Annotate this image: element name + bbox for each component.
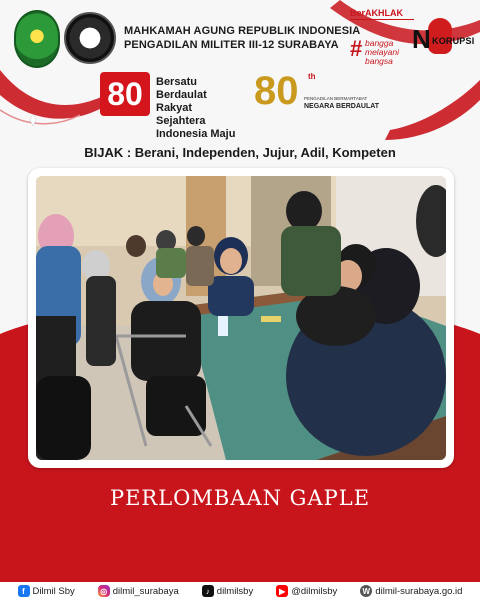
- facebook-icon: f: [18, 585, 30, 597]
- tiktok-label: dilmilsby: [216, 585, 254, 597]
- anniversary-th: th: [308, 72, 316, 81]
- anniversary-80-logo: [100, 72, 240, 140]
- tiktok-link[interactable]: [202, 585, 253, 597]
- website-link[interactable]: [360, 585, 462, 597]
- motto-line-3: Indonesia Maju: [156, 128, 236, 140]
- no-korupsi-n: N: [412, 24, 431, 54]
- social-footer: [0, 582, 480, 600]
- anniversary-motto: [156, 76, 240, 141]
- motto-line-2: Rakyat Sejahtera: [156, 102, 206, 127]
- facebook-link[interactable]: [18, 585, 75, 597]
- bangga-line-1: bangga: [365, 38, 394, 48]
- court-line-1: MAHKAMAH AGUNG REPUBLIK INDONESIA: [124, 25, 361, 37]
- no-korupsi-word: KORUPSI: [432, 36, 475, 46]
- youtube-label: @dilmilsby: [291, 585, 338, 597]
- pengadilan-militer-logo: [64, 12, 116, 64]
- berakhlak-title: BerAKHLAK: [350, 8, 404, 18]
- court-line-2: PENGADILAN MILITER III-12 SURABAYA: [124, 39, 339, 51]
- anniversary-80-number: 80: [100, 72, 150, 116]
- bangga-hash: #: [350, 36, 363, 61]
- event-title: PERLOMBAAN GAPLE: [109, 486, 371, 510]
- event-photo-frame: [28, 168, 454, 468]
- instagram-label: dilmil_surabaya: [112, 585, 179, 597]
- event-photo: [36, 176, 446, 460]
- anniversary-80th-number: 80: [254, 69, 299, 113]
- youtube-icon: ▶: [276, 585, 288, 597]
- anniversary-sub-1: PENGADILAN BERMARTABAT: [304, 96, 368, 101]
- tiktok-icon: ♪: [202, 585, 214, 597]
- anniversary-sub-2: NEGARA BERDAULAT: [304, 103, 380, 110]
- youtube-link[interactable]: [276, 585, 337, 597]
- instagram-link[interactable]: [98, 585, 179, 597]
- facebook-label: Dilmil Sby: [32, 585, 75, 597]
- anniversary-80th-logo: [252, 69, 382, 118]
- bangga-line-3: bangsa: [365, 56, 393, 66]
- bangga-text: [365, 39, 399, 66]
- no-korupsi-logo: [410, 12, 474, 62]
- court-name: [124, 24, 360, 52]
- website-label: dilmil-surabaya.go.id: [375, 585, 463, 597]
- motto-line-1: Bersatu Berdaulat: [156, 76, 207, 101]
- instagram-icon: ◎: [98, 585, 110, 597]
- gaple-competition-photo: [36, 176, 446, 460]
- mahkamah-agung-logo: [14, 10, 60, 68]
- bijak-tagline: BIJAK : Berani, Independen, Jujur, Adil, Kompeten: [84, 145, 396, 160]
- globe-icon: W: [360, 585, 372, 597]
- berakhlak-underline: [350, 19, 414, 25]
- berakhlak-logo: [350, 8, 414, 25]
- bangga-line-2: melayani: [365, 47, 400, 57]
